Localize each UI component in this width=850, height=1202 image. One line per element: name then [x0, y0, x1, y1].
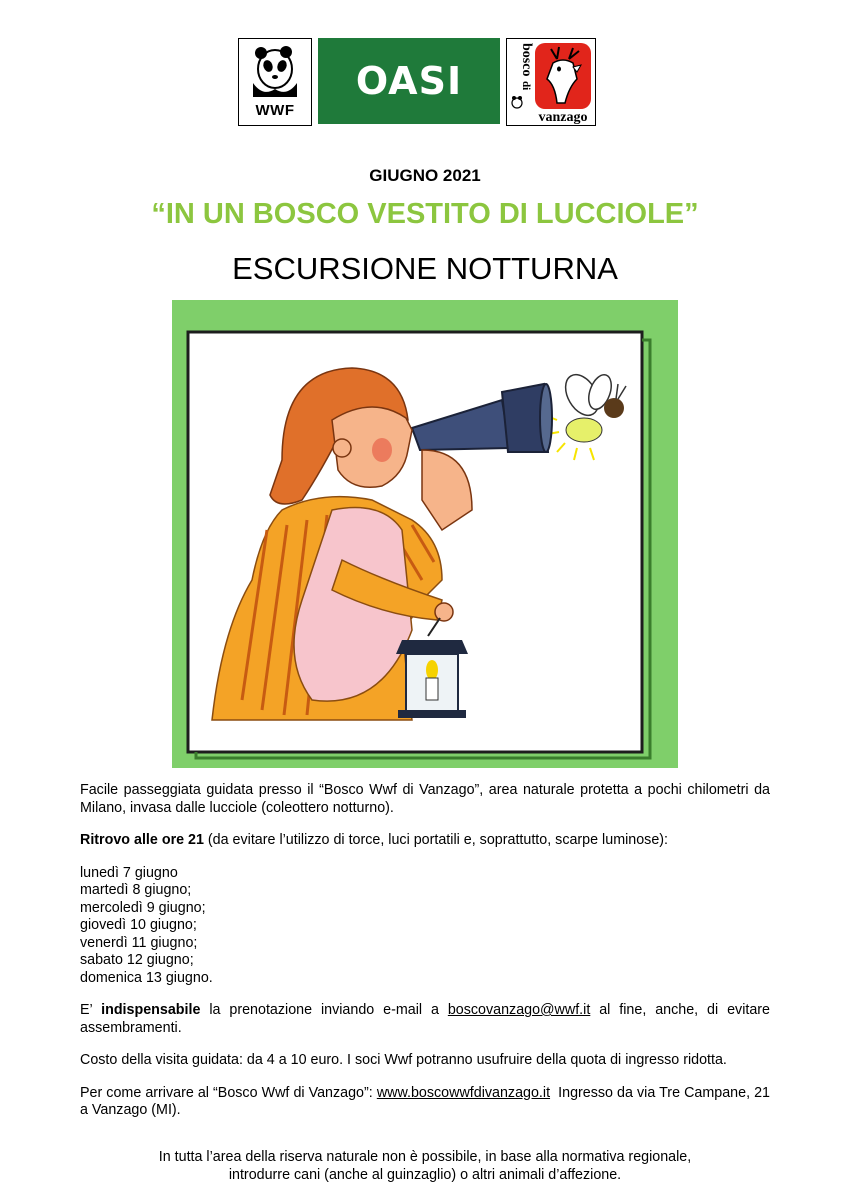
date-item: lunedì 7 giugno [80, 864, 178, 881]
booking-paragraph [80, 1002, 770, 1037]
meeting-time: Ritrovo alle ore 21 [80, 832, 204, 848]
booking-text-c: al fine, anche, di evitare assembramenti. [80, 1002, 771, 1036]
panda-icon [239, 39, 311, 99]
header-logos [238, 38, 596, 126]
meeting-note: (da evitare l’utilizzo di torce, luci portatili e, soprattutto, scarpe luminose): [203, 832, 669, 848]
deer-logo-icon [507, 39, 595, 125]
pets-note [80, 1149, 770, 1184]
event-subtitle: ESCURSIONE NOTTURNA [232, 251, 618, 286]
wwf-logo [238, 38, 312, 126]
bosco-vanzago-logo [506, 38, 596, 126]
pets-note-line-1: In tutta l’area della riserva naturale non è possibile, in base alla normativa regionale, [158, 1149, 692, 1165]
wwf-label: WWF [255, 102, 295, 119]
body-text [80, 782, 774, 1135]
booking-required: indispensabile [101, 1002, 201, 1018]
website-link[interactable]: www.boscowwfdivanzago.it [376, 1084, 551, 1101]
oasi-label: OASI [355, 59, 463, 103]
date-item: giovedì 10 giugno; [80, 917, 197, 933]
date-item: venerdì 11 giugno; [80, 934, 198, 951]
booking-text-a: E’ [80, 1002, 102, 1018]
intro-paragraph: Facile passeggiata guidata presso il “Bosco Wwf di Vanzago”, area naturale protetta a pochi chilometri da Milano, invasa dalle lucciole (coleottero notturno). [80, 782, 770, 816]
vanzago-word: vanzago [538, 110, 588, 125]
directions-text-b: Ingresso da via Tre Campane, 21 a Vanzago (MI). [80, 1084, 774, 1118]
cost-paragraph: Costo della visita guidata: da 4 a 10 euro. I soci Wwf potranno usufruire della quota di ingresso ridotta. [80, 1052, 727, 1068]
bosco-di-word: di [520, 81, 532, 91]
meeting-paragraph [80, 832, 770, 850]
girl-telescope-firefly-illustration [172, 300, 678, 768]
directions-text-a: Per come arrivare al “Bosco Wwf di Vanzago”: [80, 1084, 377, 1101]
pets-note-line-2: introdurre cani (anche al guinzaglio) o altri animali d’affezione. [228, 1166, 622, 1183]
date-item: sabato 12 giugno; [80, 952, 194, 968]
oasi-logo [318, 38, 500, 124]
date-item: mercoledì 9 giugno; [80, 899, 206, 916]
dates-list [80, 865, 770, 988]
directions-paragraph [80, 1084, 774, 1120]
illustration [172, 300, 678, 768]
date-item: domenica 13 giugno. [80, 969, 213, 986]
month-label: GIUGNO 2021 [369, 166, 481, 185]
event-title: “IN UN BOSCO VESTITO DI LUCCIOLE” [151, 198, 699, 230]
booking-text-b: la prenotazione inviando e-mail a [200, 1002, 448, 1018]
bosco-word: bosco [519, 43, 534, 77]
date-item: martedì 8 giugno; [80, 882, 192, 898]
booking-email-link[interactable]: boscovanzago@wwf.it [447, 1002, 591, 1018]
